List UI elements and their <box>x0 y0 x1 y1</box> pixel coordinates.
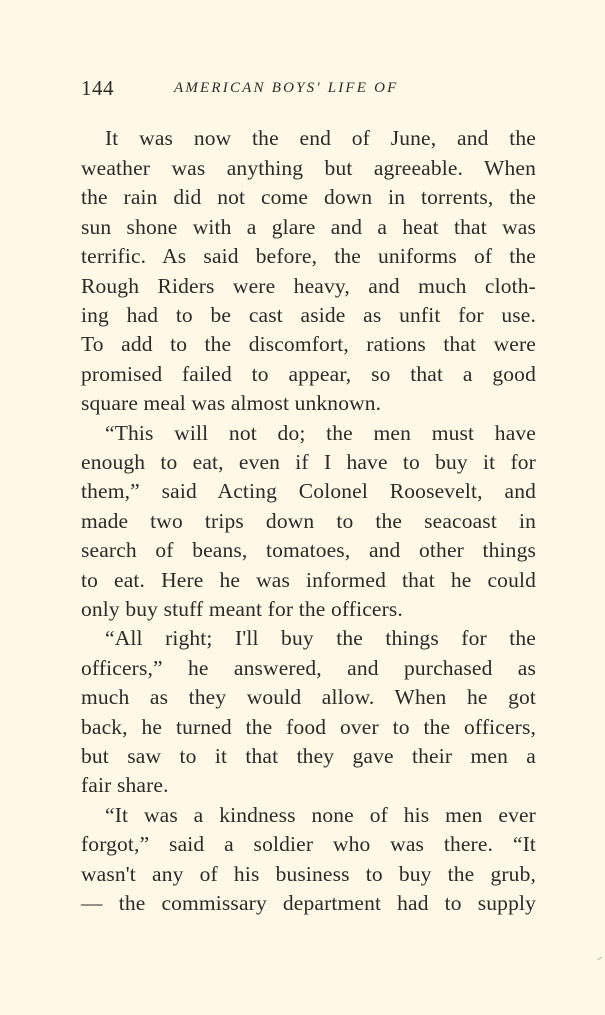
text-line: to eat. Here he was informed that he could <box>81 568 536 592</box>
text-line: forgot,” said a soldier who was there. “It <box>81 832 536 856</box>
text-line: “All right; I'll buy the things for the <box>105 626 536 650</box>
text-line: sun shone with a glare and a heat that was <box>81 215 536 239</box>
text-line: square meal was almost unknown. <box>81 391 382 415</box>
text-line: “This will not do; the men must have <box>105 421 536 445</box>
running-title: AMERICAN BOYS' LIFE OF <box>174 80 399 96</box>
text-line: terrific. As said before, the uniforms of the <box>81 244 536 268</box>
text-line: enough to eat, even if I have to buy it for <box>81 450 536 474</box>
text-line: search of beans, tomatoes, and other things <box>81 538 536 562</box>
text-line: “It was a kindness none of his men ever <box>105 803 536 827</box>
text-line: wasn't any of his business to buy the grub, <box>81 862 536 886</box>
text-line: back, he turned the food over to the officers, <box>81 715 536 739</box>
page-edge-mark <box>597 957 602 961</box>
page-number: 144 <box>81 76 114 100</box>
text-line: much as they would allow. When he got <box>81 685 536 709</box>
text-line: but saw to it that they gave their men a <box>81 744 536 768</box>
page-header <box>81 76 536 102</box>
text-line: fair share. <box>81 773 169 797</box>
text-line: To add to the discomfort, rations that were <box>81 332 536 356</box>
text-line: made two trips down to the seacoast in <box>81 509 536 533</box>
text-line: — the commissary department had to supply <box>81 891 536 915</box>
text-line: only buy stuff meant for the officers. <box>81 597 403 621</box>
text-line: the rain did not come down in torrents, the <box>81 185 536 209</box>
text-line: officers,” he answered, and purchased as <box>81 656 536 680</box>
text-line: weather was anything but agreeable. When <box>81 156 536 180</box>
text-line: ing had to be cast aside as unfit for use. <box>81 303 536 327</box>
text-line: Rough Riders were heavy, and much cloth- <box>81 274 536 298</box>
text-line: them,” said Acting Colonel Roosevelt, and <box>81 479 536 503</box>
text-line: It was now the end of June, and the <box>105 126 536 150</box>
text-line: promised failed to appear, so that a good <box>81 362 536 386</box>
